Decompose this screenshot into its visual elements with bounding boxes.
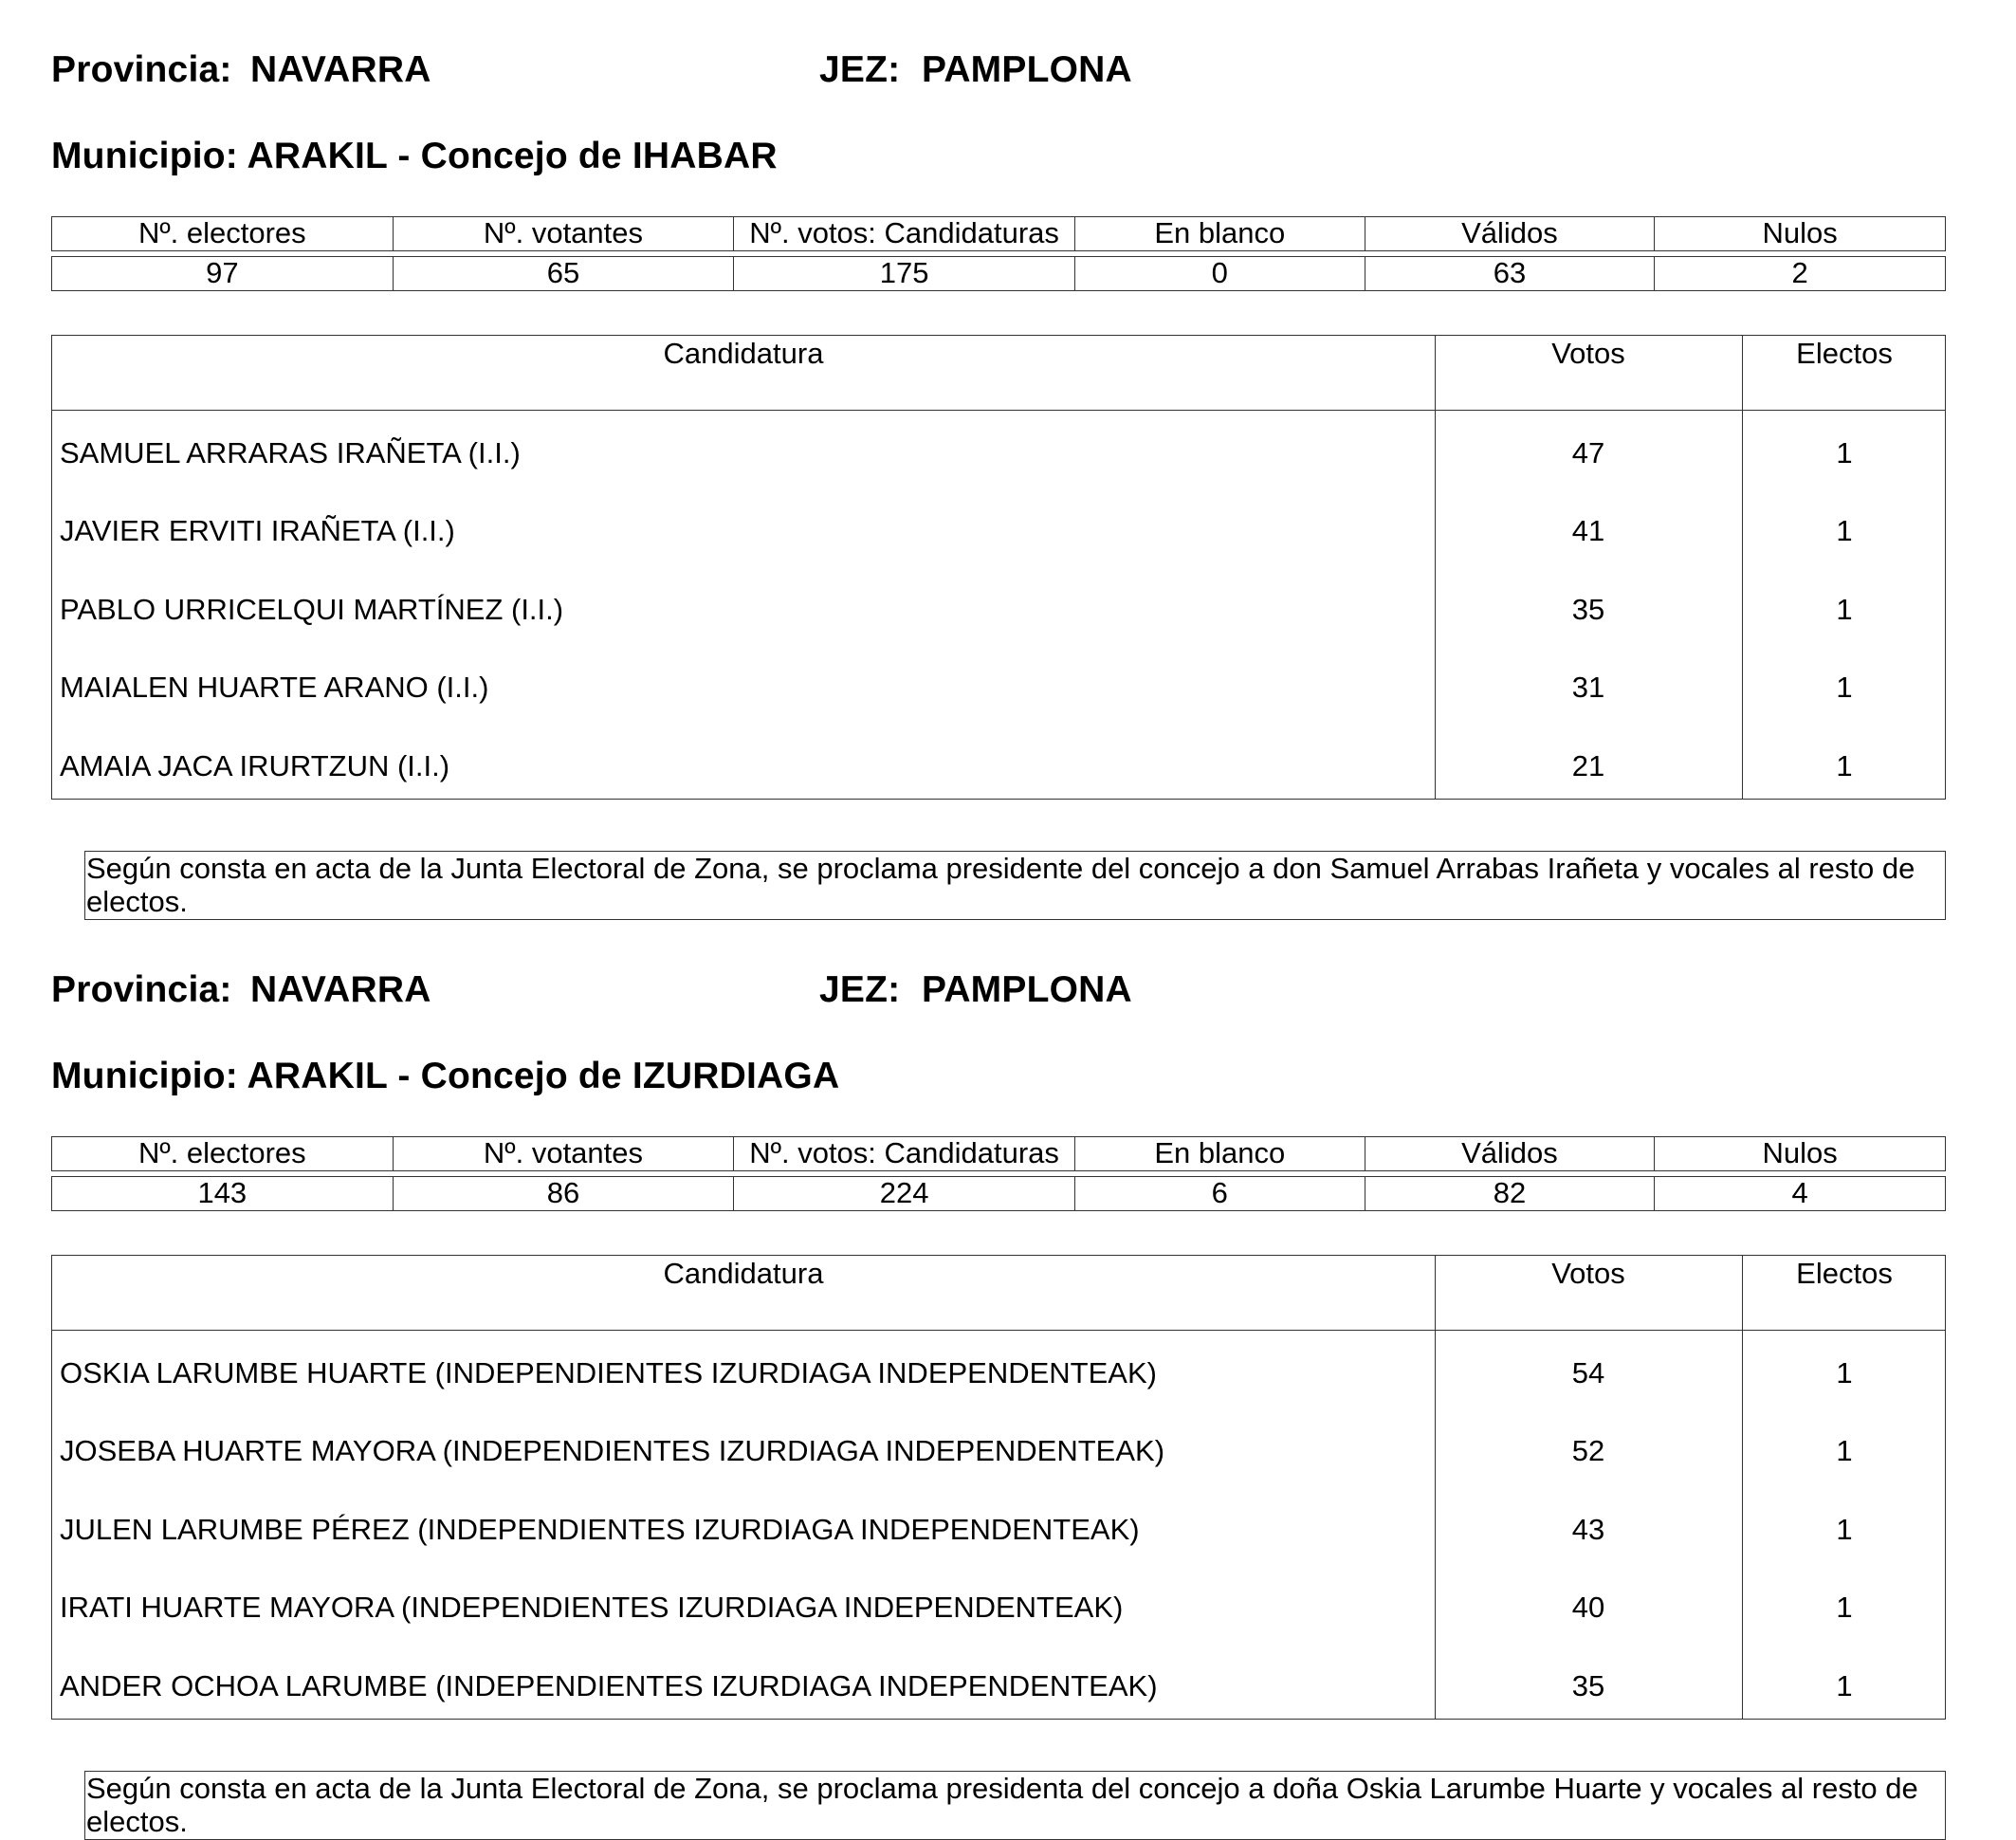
summary-value-cell: 82 [1365,1177,1656,1210]
summary-value-cell: 143 [52,1177,394,1210]
table-row [52,1408,1947,1485]
provincia-value: NAVARRA [250,49,431,90]
summary-header-cell: En blanco [1075,1137,1365,1170]
summary-value-cell: 0 [1075,257,1365,290]
candidate-name: OSKIA LARUMBE HUARTE (INDEPENDIENTES IZURDIAGA INDEPENDENTEAK) [60,1356,1157,1389]
header-candidatura: Candidatura [663,1257,824,1290]
summary-header-cell: Nº. votos: Candidaturas [734,1137,1075,1170]
candidate-votes: 41 [1571,514,1605,548]
summary-header-cell: Nº. votantes [394,1137,735,1170]
summary-value-row [51,256,1946,291]
candidate-name: ANDER OCHOA LARUMBE (INDEPENDIENTES IZURDIAGA INDEPENDENTEAK) [60,1668,1158,1702]
summary-value-cell: 65 [394,257,735,290]
candidate-name: SAMUEL ARRARAS IRAÑETA (I.I.) [60,436,521,469]
candidate-electos: 1 [1836,514,1853,548]
header-votos: Votos [1551,1257,1625,1290]
candidate-votes: 54 [1571,1356,1605,1389]
candidate-electos: 1 [1836,671,1853,705]
candidate-votes: 52 [1571,1434,1605,1468]
summary-value-cell: 86 [394,1177,735,1210]
proclamation-note: Según consta en acta de la Junta Electoral de Zona, se proclama presidente del concejo a don Samuel Arrabas Irañeta y vocales al resto de electos. [84,851,1946,920]
concejo-section [0,920,2016,1840]
table-row [52,1330,1947,1408]
candidate-electos: 1 [1836,748,1853,782]
candidate-name: JAVIER ERVITI IRAÑETA (I.I.) [60,514,455,548]
summary-header-cell: Nº. electores [52,217,394,250]
candidate-name: PABLO URRICELQUI MARTÍNEZ (I.I.) [60,592,564,626]
proclamation-note: Según consta en acta de la Junta Electoral de Zona, se proclama presidenta del concejo a doña Oskia Larumbe Huarte y vocales al resto de electos. [84,1771,1946,1840]
candidate-electos: 1 [1836,592,1853,626]
candidate-name: AMAIA JACA IRURTZUN (I.I.) [60,748,450,782]
table-row [52,1564,1947,1642]
candidates-table [51,335,1946,800]
candidate-name: MAIALEN HUARTE ARANO (I.I.) [60,671,489,705]
candidate-votes: 31 [1571,671,1605,705]
candidate-votes: 35 [1571,592,1605,626]
summary-header-cell: Válidos [1365,1137,1656,1170]
summary-header-cell: En blanco [1075,217,1365,250]
candidate-electos: 1 [1836,1591,1853,1625]
summary-value-cell: 4 [1791,1177,1808,1209]
jez-value: PAMPLONA [922,49,1132,90]
summary-value-row [51,1176,1946,1211]
header-electos: Electos [1796,337,1893,370]
table-row [52,1486,1947,1564]
candidate-electos: 1 [1836,1512,1853,1546]
summary-header-cell: Nº. votos: Candidaturas [734,217,1075,250]
municipio-title: Municipio: ARAKIL - Concejo de IZURDIAGA [51,1056,840,1096]
provincia-label: Provincia: [51,49,232,90]
candidate-votes: 35 [1571,1668,1605,1702]
summary-header-cell: Nº. electores [52,1137,394,1170]
table-row [52,1643,1947,1720]
candidate-votes: 40 [1571,1591,1605,1625]
summary-value-cell: 175 [734,257,1075,290]
summary-header-cell: Nº. votantes [394,217,735,250]
summary-header-cell: Nulos [1762,1137,1838,1169]
candidate-electos: 1 [1836,1434,1853,1468]
summary-header-cell: Válidos [1365,217,1656,250]
summary-value-cell: 6 [1075,1177,1365,1210]
summary-header-cell: Nulos [1762,217,1838,249]
candidates-table [51,1255,1946,1720]
jez-label: JEZ: [819,969,901,1010]
header-votos: Votos [1551,337,1625,370]
candidate-name: IRATI HUARTE MAYORA (INDEPENDIENTES IZURDIAGA INDEPENDENTEAK) [60,1591,1124,1625]
summary-value-cell: 224 [734,1177,1075,1210]
candidate-votes: 21 [1571,748,1605,782]
table-row [52,410,1947,488]
jez-value: PAMPLONA [922,969,1132,1010]
candidate-name: JULEN LARUMBE PÉREZ (INDEPENDIENTES IZURDIAGA INDEPENDENTEAK) [60,1512,1140,1546]
candidate-electos: 1 [1836,1356,1853,1389]
summary-value-cell: 2 [1791,257,1808,289]
table-row [52,488,1947,565]
table-row [52,644,1947,722]
candidate-name: JOSEBA HUARTE MAYORA (INDEPENDIENTES IZURDIAGA INDEPENDENTEAK) [60,1434,1165,1468]
header-candidatura: Candidatura [663,337,824,370]
municipio-title: Municipio: ARAKIL - Concejo de IHABAR [51,136,778,176]
jez-label: JEZ: [819,49,901,90]
candidate-votes: 47 [1571,436,1605,469]
candidate-electos: 1 [1836,1668,1853,1702]
summary-header-row [51,1136,1946,1171]
header-electos: Electos [1796,1257,1893,1290]
provincia-label: Provincia: [51,969,232,1010]
provincia-value: NAVARRA [250,969,431,1010]
summary-value-cell: 63 [1365,257,1656,290]
summary-header-row [51,216,1946,251]
candidate-electos: 1 [1836,436,1853,469]
candidate-votes: 43 [1571,1512,1605,1546]
summary-value-cell: 97 [52,257,394,290]
table-row [52,566,1947,644]
table-row [52,723,1947,800]
